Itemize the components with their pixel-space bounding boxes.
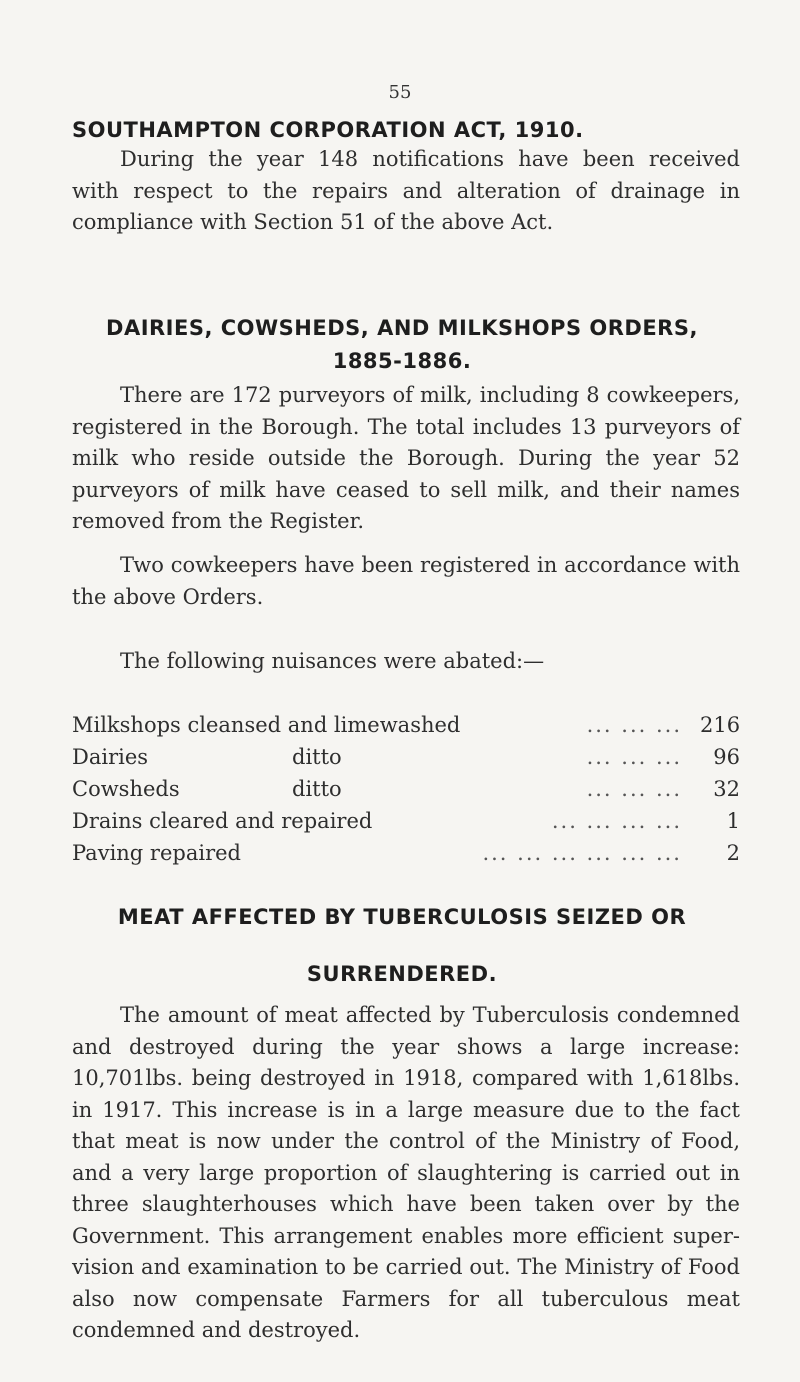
nuisance-value: 2 (726, 841, 740, 865)
nuisance-label: Dairies (72, 745, 149, 769)
dairies-heading-line1: DAIRIES, COWSHEDS, AND MILKSHOPS ORDERS, (106, 316, 698, 340)
act-heading: SOUTHAMPTON CORPORATION ACT, 1910. (72, 118, 584, 142)
dairies-paragraph-2: Two cowkeepers have been registered in accordance with the above Orders. (72, 553, 740, 609)
nuisance-label: Cowsheds (72, 777, 180, 801)
leader-dots: ... ... ... ... (551, 809, 682, 833)
nuisance-row (72, 809, 740, 841)
nuisance-ditto: ditto (292, 777, 342, 801)
nuisance-value: 216 (700, 713, 741, 737)
nuisance-label: Paving repaired (72, 841, 241, 865)
meat-heading-line2: SURRENDERED. (306, 962, 498, 986)
dairies-paragraph-1: There are 172 purveyors of milk, including 8 cowkeepers, registered in the Borough. The total includes 13 purveyors of milk who reside outside the Borough. During the year 52 purveyors of milk have ceased to sell milk, and their names removed from the Register. (72, 383, 740, 533)
leader-dots: ... ... ... ... ... ... (482, 841, 682, 865)
nuisance-value: 32 (713, 777, 740, 801)
meat-paragraph: The amount of meat affected by Tuberculosis condemned and destroyed during the year shows a large increase: 10,701lbs. being destroyed in 1918, compared with 1,618lbs. in 1917. This increase is in a large measure due to the fact that meat is now under the control of the Ministry of Food, and a very large proportion of slaughtering is carried out in three slaughterhouses which have been taken over by the Government. This arrangement enables more efficient super-vision and examination to be carried out. The Ministry of Food also now compensate Farmers for all tuberculous meat condemned and destroyed. (72, 1003, 740, 1342)
nuisance-row (72, 713, 740, 745)
page-number: 55 (388, 82, 412, 103)
dairies-heading-line2: 1885-1886. (332, 349, 472, 373)
leader-dots: ... ... ... (586, 713, 682, 737)
nuisance-value: 96 (713, 745, 740, 769)
nuisance-label: Drains cleared and repaired (72, 809, 373, 833)
nuisance-row (72, 745, 740, 777)
nuisance-row (72, 777, 740, 809)
nuisance-ditto: ditto (292, 745, 342, 769)
leader-dots: ... ... ... (586, 745, 682, 769)
leader-dots: ... ... ... (586, 777, 682, 801)
nuisances-table (72, 713, 740, 873)
nuisance-label: Milkshops cleansed and limewashed (72, 713, 461, 737)
nuisance-value: 1 (726, 809, 740, 833)
meat-heading-line1: MEAT AFFECTED BY TUBERCULOSIS SEIZED OR (117, 905, 687, 929)
act-paragraph: During the year 148 notifications have been received with respect to the repairs and alteration of drainage in compliance with Section 51 of the above Act. (72, 147, 740, 234)
nuisances-intro: The following nuisances were abated:— (120, 649, 545, 673)
nuisance-row (72, 841, 740, 873)
